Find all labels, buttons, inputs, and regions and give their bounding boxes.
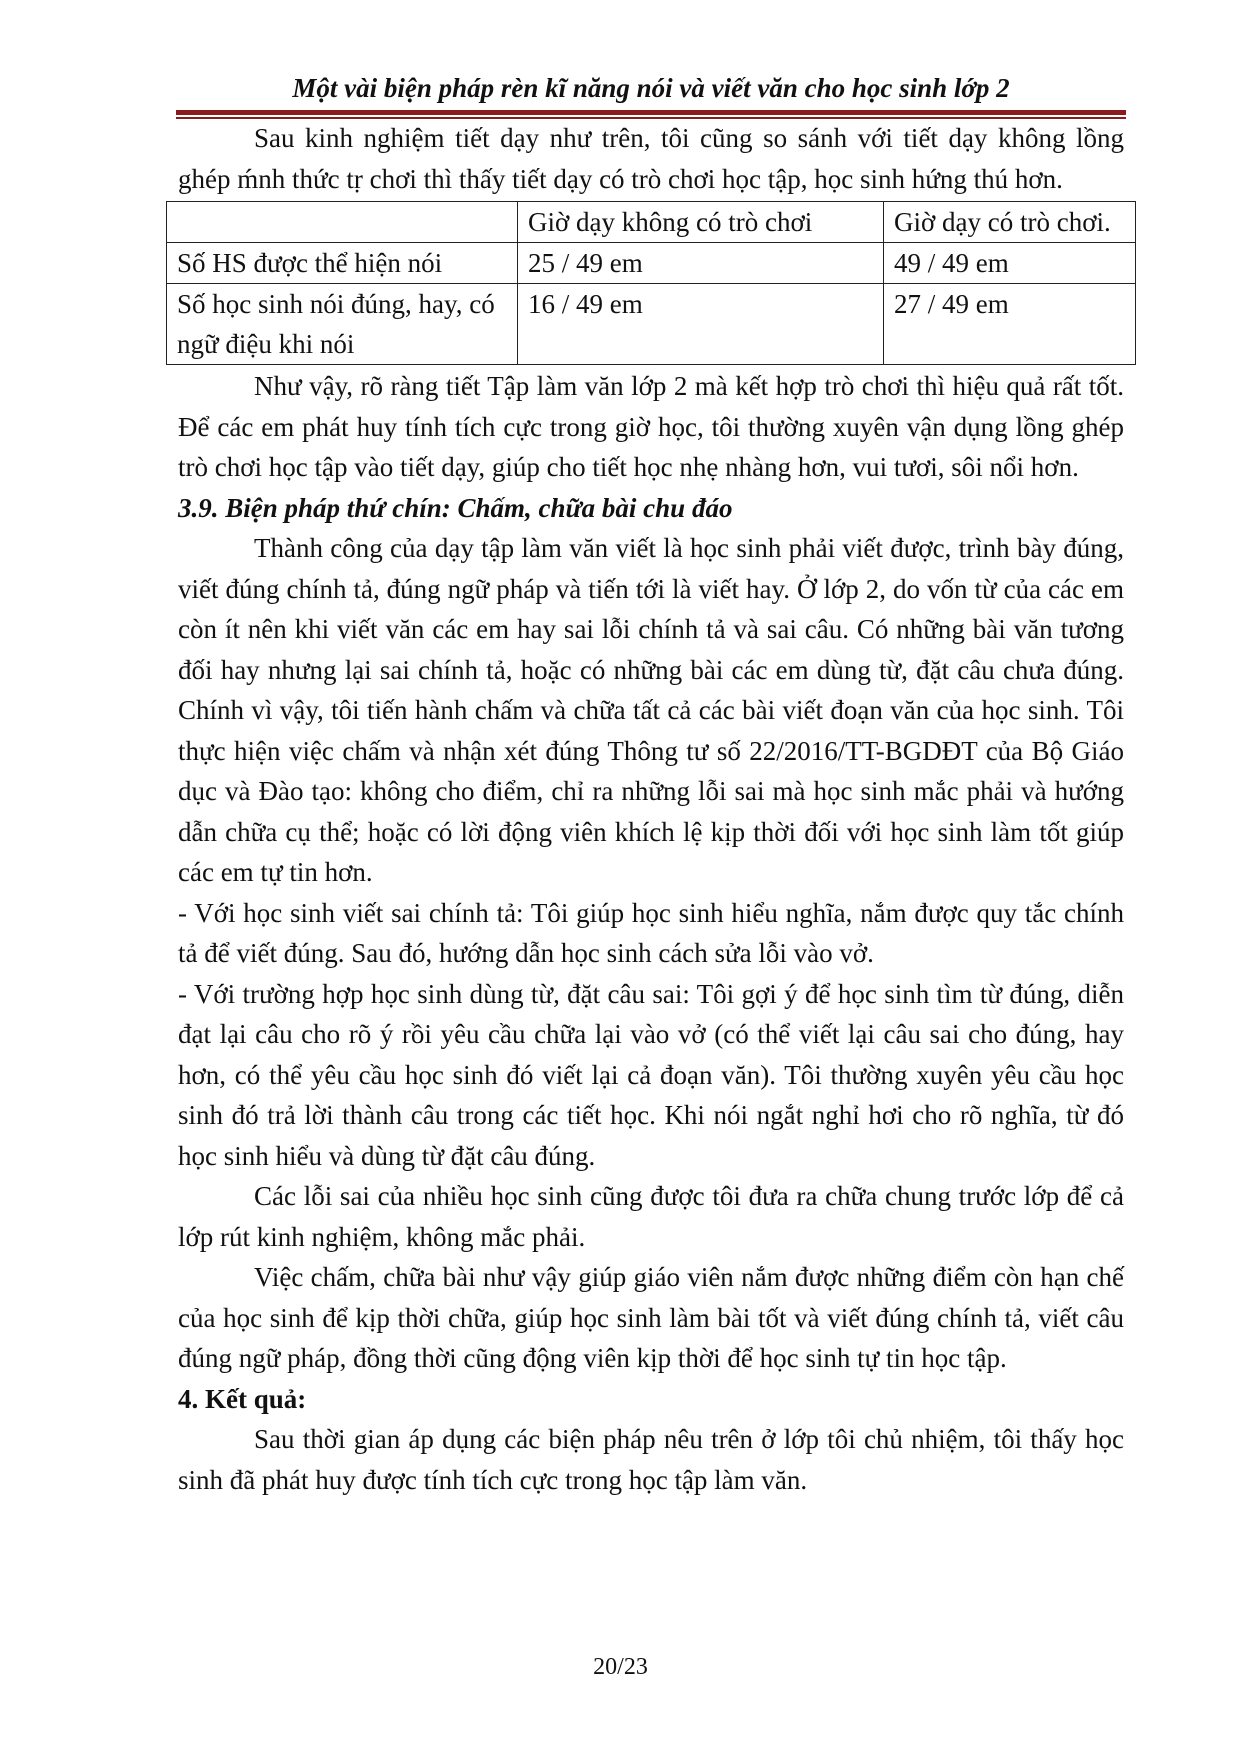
running-header: Một vài biện pháp rèn kĩ năng nói và viết văn cho học sinh lớp 2: [292, 73, 1010, 103]
table-cell: Số học sinh nói đúng, hay, có ngữ điệu khi nói: [167, 284, 518, 365]
page-content: [178, 118, 1124, 1500]
table-header-row: [167, 202, 1136, 243]
after-table-paragraph: Như vậy, rõ ràng tiết Tập làm văn lớp 2 mà kết hợp trò chơi thì hiệu quả rất tốt. Để các em phát huy tính tích cực trong giờ học, tôi thường xuyên vận dụng lồng ghép trò chơi học tập vào tiết dạy, giúp cho tiết học nhẹ nhàng hơn, vui tươi, sôi nổi hơn.: [178, 371, 1124, 482]
intro-paragraph: Sau kinh nghiệm tiết dạy như trên, tôi cũng so sánh với tiết dạy không lồng ghép ḿnh thức tṛ chơi thì thấy tiết dạy có trò chơi học tập, học sinh hứng thú hơn.: [178, 123, 1124, 194]
table-cell: 25 / 49 em: [518, 243, 884, 284]
table-header-cell: Giờ dạy có trò chơi.: [884, 202, 1136, 243]
table-row: [167, 284, 1136, 365]
table-header-cell: Giờ dạy không có trò chơi: [518, 202, 884, 243]
section-heading-3-9: 3.9. Biện pháp thứ chín: Chấm, chữa bài chu đáo: [178, 492, 733, 523]
section-4-paragraph-1: Sau thời gian áp dụng các biện pháp nêu trên ở lớp tôi chủ nhiệm, tôi thấy học sinh đã phát huy được tính tích cực trong học tập làm văn.: [178, 1424, 1124, 1495]
header-rule-thick: [176, 110, 1126, 115]
section-3-9-paragraph-3: Việc chấm, chữa bài như vậy giúp giáo viên nắm được những điểm còn hạn chế của học sinh để kịp thời chữa, giúp học sinh làm bài tốt và viết đúng chính tả, viết câu đúng ngữ pháp, đồng thời cũng động viên kịp thời để học sinh tự tin học tập.: [178, 1262, 1124, 1373]
section-heading-4: 4. Kết quả:: [178, 1383, 307, 1414]
comparison-table: [166, 201, 1136, 365]
section-3-9-paragraph-1: Thành công của dạy tập làm văn viết là học sinh phải viết được, trình bày đúng, viết đúng chính tả, đúng ngữ pháp và tiến tới là viết hay. Ở lớp 2, do vốn từ của các em còn ít nên khi viết văn các em hay sai lỗi chính tả và sai câu. Có những bài văn tương đối hay nhưng lại sai chính tả, hoặc có những bài các em dùng từ, đặt câu chưa đúng. Chính vì vậy, tôi tiến hành chấm và chữa tất cả các bài viết đoạn văn của học sinh. Tôi thực hiện việc chấm và nhận xét đúng Thông tư số 22/2016/TT-BGDĐT của Bộ Giáo dục và Đào tạo: không cho điểm, chỉ ra những lỗi sai mà học sinh mắc phải và hướng dẫn chữa cụ thể; hoặc có lời động viên khích lệ kịp thời đối với học sinh làm tốt giúp các em tự tin hơn.: [178, 533, 1124, 887]
table-cell: 16 / 49 em: [518, 284, 884, 365]
table-row: [167, 243, 1136, 284]
table-header-cell: [167, 202, 518, 243]
section-3-9-bullet-1: - Với học sinh viết sai chính tả: Tôi giúp học sinh hiểu nghĩa, nắm được quy tắc chính tả để viết đúng. Sau đó, hướng dẫn học sinh cách sửa lỗi vào vở.: [178, 897, 1124, 968]
section-3-9-bullet-2: - Với trường hợp học sinh dùng từ, đặt câu sai: Tôi gợi ý để học sinh tìm từ đúng, diễn đạt lại câu cho rõ ý rồi yêu cầu chữa lại vào vở (có thể viết lại câu sai cho đúng, hay hơn, có thể yêu cầu học sinh đó viết lại cả đoạn văn). Tôi thường xuyên yêu cầu học sinh đó trả lời thành câu trong các tiết học. Khi nói ngắt nghỉ hơi cho rõ nghĩa, từ đó học sinh hiểu và dùng từ đặt câu đúng.: [178, 978, 1124, 1171]
table-cell: 27 / 49 em: [884, 284, 1136, 365]
section-3-9-paragraph-2: Các lỗi sai của nhiều học sinh cũng được tôi đưa ra chữa chung trước lớp để cả lớp rút kinh nghiệm, không mắc phải.: [178, 1181, 1124, 1252]
table-cell: Số HS được thể hiện nói: [167, 243, 518, 284]
table-cell: 49 / 49 em: [884, 243, 1136, 284]
page-number: 20/23: [593, 1654, 648, 1680]
